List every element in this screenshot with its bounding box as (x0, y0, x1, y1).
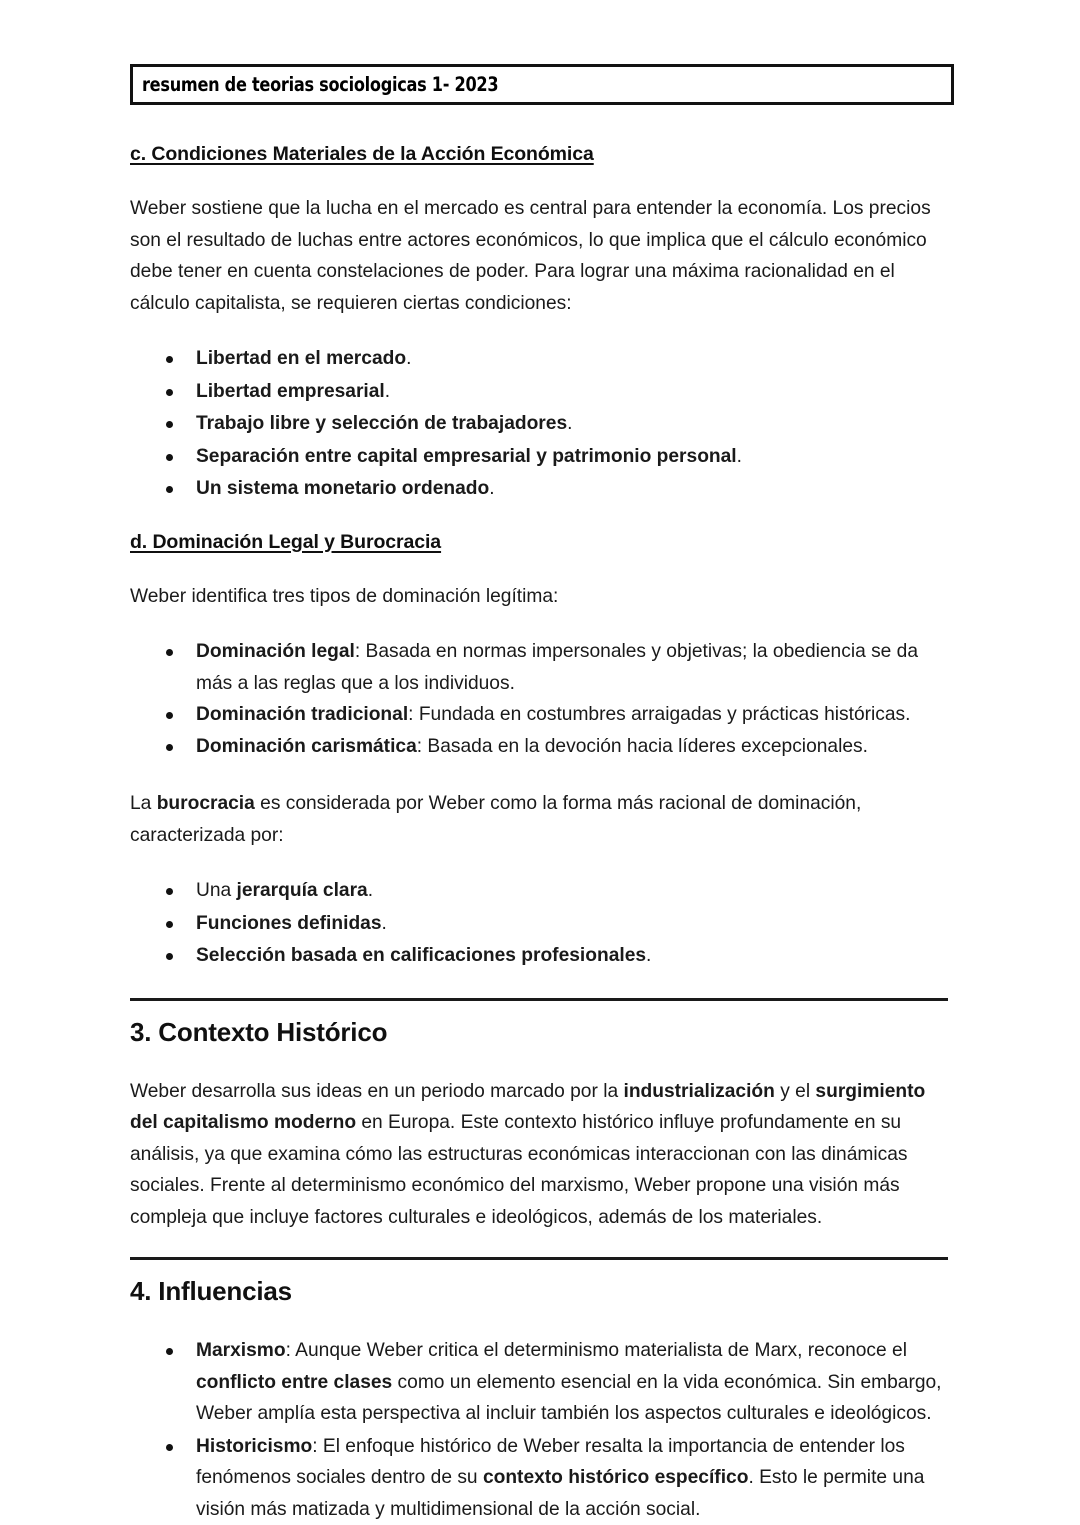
list-item (130, 636, 952, 699)
paragraph-burocracia (130, 788, 948, 851)
list-item-prefix: Una (196, 880, 237, 901)
list-item-rest: . (567, 413, 573, 434)
list-item (130, 473, 952, 505)
list-item-bold: Separación entre capital empresarial y patrimonio personal (196, 445, 737, 467)
list-item-rest: . (489, 478, 495, 499)
list-item-text-2: como un elemento esencial en la vida económica. Sin embargo, Weber amplía esta perspectiva al incluir también los aspectos culturales e ideológicos. (196, 1371, 942, 1424)
list-item-bold: Libertad en el mercado (196, 348, 407, 369)
document-header-box (130, 64, 954, 105)
list-item (130, 731, 952, 763)
list-item-rest: : Basada en normas impersonales y objetivas; la obediencia se da más a las reglas que a los individuos. (196, 641, 919, 694)
list-item (130, 875, 952, 907)
list-item-rest: . (381, 912, 387, 934)
list-item (130, 908, 952, 940)
paragraph-condiciones-materiales: Weber sostiene que la lucha en el mercado es central para entender la economía. Los precios son el resultado de luchas entre actores económicos, lo que implica que el cálculo económico debe tener en cuenta constelaciones de poder. Para lograr una máxima racionalidad en el cálculo capitalista, se requieren ciertas condiciones: (130, 198, 931, 314)
list-item-rest: . (384, 380, 391, 402)
list-burocracia-features (130, 875, 952, 972)
list-item-rest: : Basada en la devoción hacia líderes excepcionales. (416, 735, 868, 757)
list-item-bold-lead: Historicismo (196, 1435, 313, 1457)
list-item-bold: Libertad empresarial (196, 380, 385, 402)
section-divider-top (130, 998, 948, 1001)
list-item-bold: Un sistema monetario ordenado (196, 478, 490, 499)
document-title: resumen de teorias sociologicas 1- 2023 (142, 73, 499, 96)
heading-influencias: 4. Influencias (130, 1276, 292, 1306)
list-item-bold: Selección basada en calificaciones profesionales (196, 945, 647, 966)
paragraph-dominacion-intro: Weber identifica tres tipos de dominación legítima: (130, 585, 559, 607)
list-item-rest: . (646, 945, 652, 966)
list-item-bold: Trabajo libre y selección de trabajadores (196, 413, 568, 434)
paragraph-bold-burocracia: burocracia (156, 793, 255, 814)
list-item-bold: Dominación legal (196, 641, 355, 662)
list-item-rest: . (736, 445, 742, 467)
paragraph-part-3: en Europa. Este contexto histórico influye profundamente en su análisis, ya que examina cómo las estructuras económicas interaccionan con las dinámicas sociales. Frente al determinismo económico del marxismo, Weber propone una visión más compleja que incluye factores culturales e ideológicos, además de los materiales. (130, 1112, 908, 1228)
list-influencias (130, 1335, 952, 1525)
paragraph-part-1: Weber desarrolla sus ideas en un periodo marcado por la (130, 1080, 624, 1102)
list-item-rest: . (406, 348, 412, 369)
list-item (130, 1431, 952, 1525)
list-condiciones (130, 343, 952, 505)
heading-contexto-historico: 3. Contexto Histórico (130, 1016, 388, 1047)
list-item (130, 1335, 952, 1430)
list-item-bold-lead: Marxismo (196, 1340, 286, 1361)
list-item-bold-inner: conflicto entre clases (196, 1371, 393, 1393)
list-item-bold: Dominación carismática (196, 735, 417, 757)
paragraph-prefix: La (130, 793, 157, 814)
list-item (130, 376, 952, 408)
list-item (130, 940, 952, 972)
list-item-bold: Dominación tradicional (196, 704, 409, 725)
paragraph-part-2: y el (774, 1080, 816, 1102)
list-item-bold-inner: contexto histórico específico (482, 1467, 749, 1488)
heading-dominacion-legal: d. Dominación Legal y Burocracia (130, 530, 442, 553)
list-item (130, 441, 952, 473)
list-item (130, 408, 952, 440)
section-divider-bottom (130, 1257, 948, 1260)
list-item-rest: . (367, 880, 374, 901)
paragraph-bold-industrializacion: industrialización (623, 1080, 775, 1102)
list-item-text-1: : El enfoque histórico de Weber resalta la importancia de entender los fenómenos sociales dentro de su (196, 1435, 905, 1488)
paragraph-contexto-historico (130, 1076, 948, 1234)
list-item-bold: jerarquía clara (236, 880, 368, 901)
list-item-bold: Funciones definidas (196, 912, 382, 934)
list-item-text-2: . Esto le permite una visión más matizada y multidimensional de la acción social. (196, 1467, 925, 1520)
list-item (130, 699, 952, 731)
heading-condiciones-materiales: c. Condiciones Materiales de la Acción Económica (130, 143, 594, 165)
list-item-rest: : Fundada en costumbres arraigadas y prácticas históricas. (408, 704, 911, 725)
paragraph-bold-capitalismo: surgimiento del capitalismo moderno (130, 1080, 926, 1133)
paragraph-suffix: es considerada por Weber como la forma más racional de dominación, caracterizada por: (130, 793, 862, 846)
list-dominacion-types (130, 636, 952, 762)
list-item-text-1: : Aunque Weber critica el determinismo materialista de Marx, reconoce el (285, 1340, 907, 1361)
list-item (130, 343, 952, 375)
